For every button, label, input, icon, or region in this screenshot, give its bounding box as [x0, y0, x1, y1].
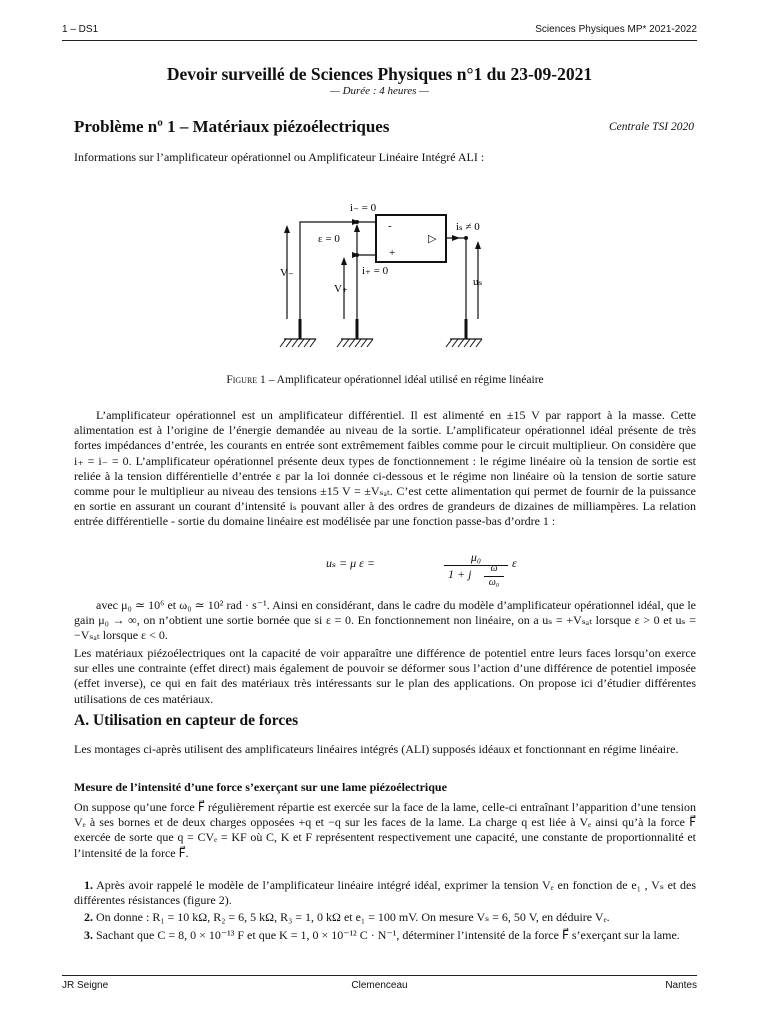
document-title: Devoir surveillé de Sciences Physiques n°1 du 23-09-2021 — [166, 64, 593, 84]
question-1-text: Après avoir rappelé le modèle de l’amplificateur linéaire intégré idéal, exprimer la tension Vₑ en fonction de e₁ , Vₛ et des différentes résistances (figure 2). — [74, 878, 696, 908]
header-left: 1 – DS1 — [62, 24, 99, 35]
eq-omega: ω — [490, 563, 498, 574]
paragraph-gain: avec μ₀ ≃ 10⁶ et ω₀ ≃ 10² rad · s⁻¹. Ainsi en considérant, dans le cadre du modèle d’amplificateur opérationnel idéal, que le gain μ₀ → ∞, on n’obtient une sortie bornée que si ε = 0. En fonctionnement non linéaire, on a uₛ = +Vₛₐₜ lorsque ε > 0 et uₛ = −Vₛₐₜ lorsque ε < 0. — [74, 598, 696, 643]
eq-rhs: ε — [512, 556, 517, 570]
opamp-figure — [0, 195, 768, 375]
question-2-text: On donne : R₁ = 10 kΩ, R₂ = 6, 5 kΩ, R₃ = 1, 0 kΩ et e₁ = 100 mV. On mesure Vₛ = 6, 50 V, en déduire Vₑ. — [93, 910, 610, 924]
footer-center: Clemenceau — [351, 980, 408, 991]
eq-den-left: 1 + j — [448, 567, 472, 581]
label-eps: ε = 0 — [318, 233, 340, 245]
paragraph-piezo: Les matériaux piézoélectriques ont la capacité de voir apparaître une différence de potentiel entre leurs faces lorsqu’on exerce sur elles une contrainte (effet direct) mais également de pouvoir se déformer sous l’action d’une différence de potentiel imposée (effet inverse), ce qui en fait des matériaux très intéressants sur le plan des applications. On propose ici d’étudier différentes utilisations de ces matériaux. — [74, 646, 696, 706]
figure-caption-label: Figure 1 — [226, 374, 266, 386]
question-3 — [74, 928, 696, 943]
problem-source: Centrale TSI 2020 — [609, 121, 694, 133]
label-i-minus: i₋ = 0 — [350, 202, 377, 214]
question-2 — [74, 910, 696, 925]
figure-caption — [74, 374, 696, 386]
label-triangle: ▷ — [428, 233, 437, 245]
label-minus: - — [388, 220, 392, 232]
question-1 — [74, 878, 696, 908]
eq-numerator: μ₀ — [470, 550, 482, 564]
duration-line: — Durée : 4 heures — — [330, 85, 429, 97]
section-a-title: A. Utilisation en capteur de forces — [74, 712, 299, 729]
label-us: uₛ — [473, 276, 483, 288]
label-v-minus: V₋ — [280, 267, 294, 279]
ground-hatch — [280, 339, 482, 347]
footer-right: Nantes — [665, 980, 697, 991]
label-is: iₛ ≠ 0 — [456, 221, 480, 233]
page-header — [62, 24, 697, 40]
figure-caption-text: – Amplificateur opérationnel idéal utilisé en régime linéaire — [265, 374, 544, 386]
transfer-equation — [74, 550, 696, 592]
subsection-title: Mesure de l’intensité d’une force s’exerçant sur une lame piézoélectrique — [74, 780, 447, 794]
question-3-num: 3. — [84, 928, 93, 942]
footer-rule — [62, 975, 697, 976]
label-v-plus: V₊ — [334, 283, 348, 295]
paragraph-opamp: L’amplificateur opérationnel est un amplificateur différentiel. Il est alimenté en ±15 V par rapport à la masse. Cette alimentation est à l’origine de l’énergie demandée au niveau de la sortie. L’amplificateur opérationnel idéal présente de très fortes impédances d’entrée, les courants en entrée sont extrêmement faibles comme pour le circuit multiplieur. On considère que i₊ = i₋ = 0. L’amplificateur opérationnel présente deux types de fonctionnement : le régime linéaire où la tension de sortie est reliée à la tension différentielle d’entrée ε par la loi donnée ci-dessous et le régime non linéaire où la tension de sortie sature comme pour le multiplieur au niveau des tensions ±15 V = ±Vₛₐₜ. C’est cette alimentation qui permet de fournir de la puissance en sortie en assurant un courant d’intensité iₛ pouvant aller à des ordres de grandeurs de dizaines de milliampères. La relation entrée différentielle - sortie du domaine linéaire est modélisée par une fonction passe-bas d’ordre 1 : — [74, 408, 696, 529]
output-wire — [446, 238, 466, 319]
label-i-plus: i₊ = 0 — [362, 265, 389, 277]
paragraph-section-a: Les montages ci-après utilisent des amplificateurs linéaires intégrés (ALI) supposés idéaux et fonctionnant en régime linéaire. — [74, 742, 679, 756]
intro-text: Informations sur l’amplificateur opérationnel ou Amplificateur Linéaire Intégré ALI : — [74, 150, 485, 164]
question-3-text: Sachant que C = 8, 0 × 10⁻¹³ F et que K = 1, 0 × 10⁻¹² C · N⁻¹, déterminer l’intensité de la force F⃗ s’exerçant sur la lame. — [93, 928, 680, 942]
eq-lhs: uₛ = μ ε = — [326, 556, 375, 570]
question-1-num: 1. — [84, 878, 93, 892]
paragraph-force: On suppose qu’une force F⃗ régulièrement répartie est exercée sur la face de la lame, celle-ci entraînant l’apparition d’une tension Vₑ à ses bornes et de deux charges opposées +q et −q sur les faces de la lame. La charge q est liée à Vₑ ainsi qu’à la force F⃗ exercée de sorte que q = CVₑ = KF où C, K et F représentent respectivement une capacité, une constante de proportionnalité et l’intensité de la force F⃗. — [74, 800, 696, 860]
header-right: Sciences Physiques MP* 2021-2022 — [535, 24, 697, 35]
question-2-num: 2. — [84, 910, 93, 924]
eq-omega0: ω₀ — [488, 577, 500, 588]
page-footer — [62, 980, 697, 996]
problem-title: Problème nº 1 – Matériaux piézoélectriques — [74, 117, 390, 136]
footer-left: JR Seigne — [62, 980, 109, 991]
header-rule — [62, 40, 697, 41]
label-plus: + — [389, 247, 396, 259]
